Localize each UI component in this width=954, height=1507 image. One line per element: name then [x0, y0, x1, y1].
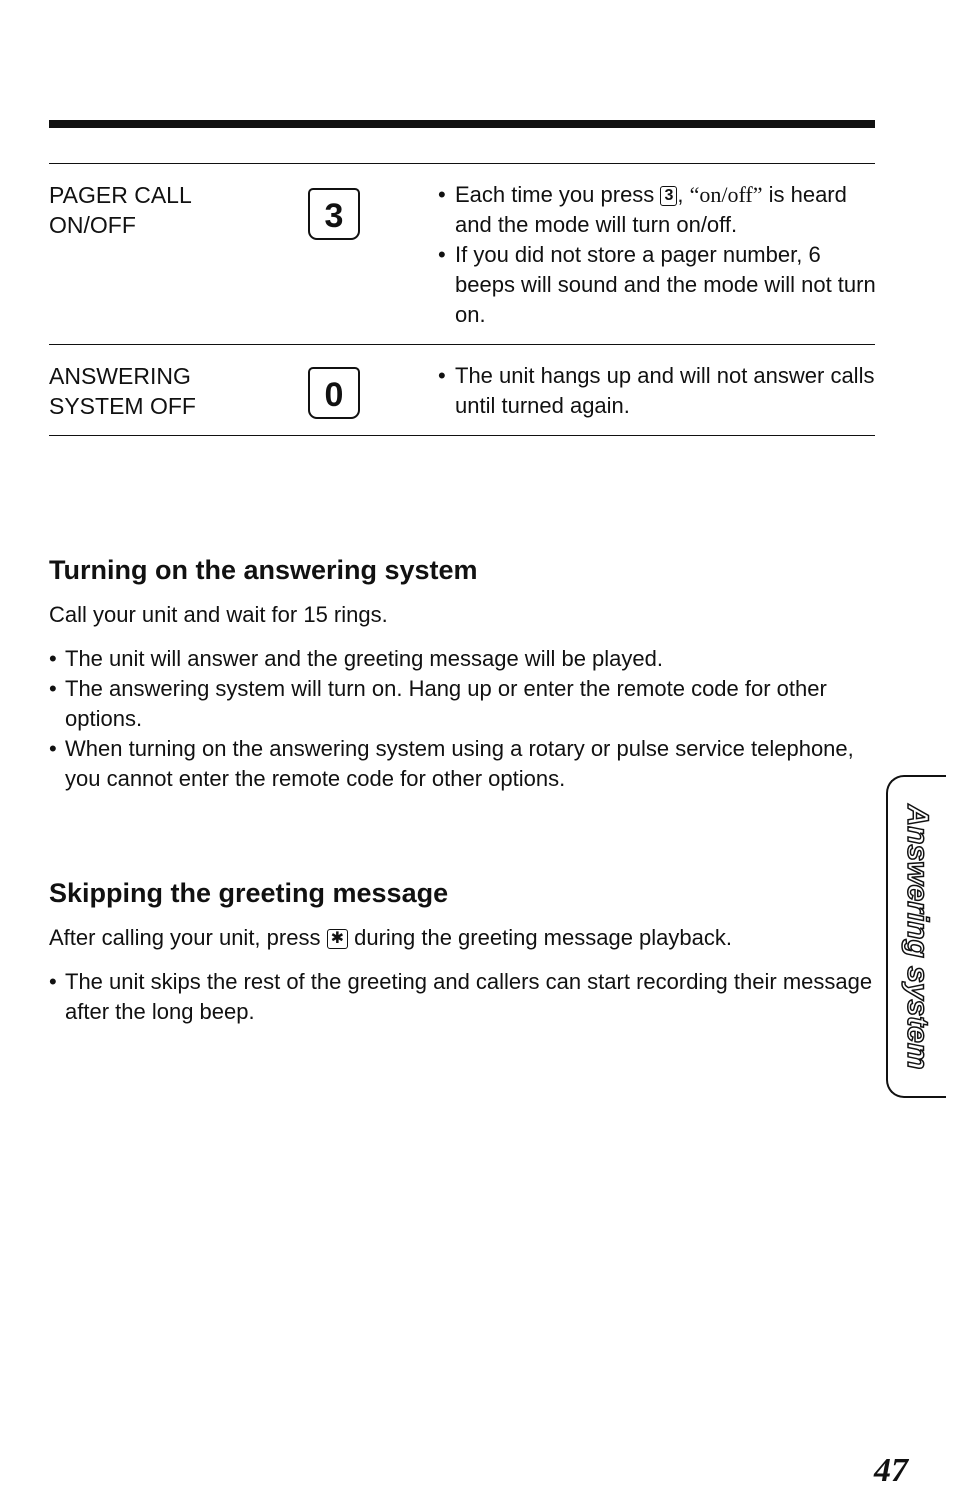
- section-intro: After calling your unit, press ✱ during the greeting message playback.: [49, 925, 732, 950]
- list-item: • The unit will answer and the greeting message will be played.: [49, 644, 879, 674]
- section-skipping: [49, 877, 879, 1027]
- note-item: • Each time you press 3 , “on/off” is heard and the mode will turn on/off.: [438, 180, 878, 240]
- table-row: [49, 164, 875, 344]
- table-row: [49, 345, 875, 435]
- note-item: • The unit hangs up and will not answer calls until turned again.: [438, 361, 878, 421]
- top-rule: [49, 120, 875, 128]
- feature-name: PAGER CALL ON/OFF: [49, 182, 192, 238]
- feature-notes: [438, 361, 878, 421]
- section-turning-on: [49, 554, 879, 794]
- side-tab-label: Answering system: [901, 803, 934, 1070]
- list-item: • The unit skips the rest of the greeting and callers can start recording their message after the long beep.: [49, 967, 879, 1027]
- page-number: 47: [874, 1452, 908, 1489]
- section-bullets: [49, 644, 879, 794]
- side-tab: [886, 775, 946, 1098]
- list-item: • The answering system will turn on. Hang up or enter the remote code for other options.: [49, 674, 879, 734]
- feature-name: ANSWERING SYSTEM OFF: [49, 363, 196, 419]
- section-intro: Call your unit and wait for 15 rings.: [49, 602, 388, 627]
- note-item: • If you did not store a pager number, 6 beeps will sound and the mode will not turn on.: [438, 240, 878, 330]
- star-key-icon: ✱: [327, 929, 348, 949]
- section-bullets: [49, 967, 879, 1027]
- section-heading: Turning on the answering system: [49, 555, 478, 585]
- list-item: • When turning on the answering system using a rotary or pulse service telephone, you cannot enter the remote code for other options.: [49, 734, 879, 794]
- table-divider: [49, 435, 875, 436]
- section-heading: Skipping the greeting message: [49, 878, 449, 908]
- feature-table: [49, 163, 875, 436]
- key-0-icon: 0: [308, 367, 360, 419]
- feature-notes: [438, 180, 878, 330]
- key-3-inline-icon: 3: [660, 186, 677, 206]
- key-3-icon: 3: [308, 188, 360, 240]
